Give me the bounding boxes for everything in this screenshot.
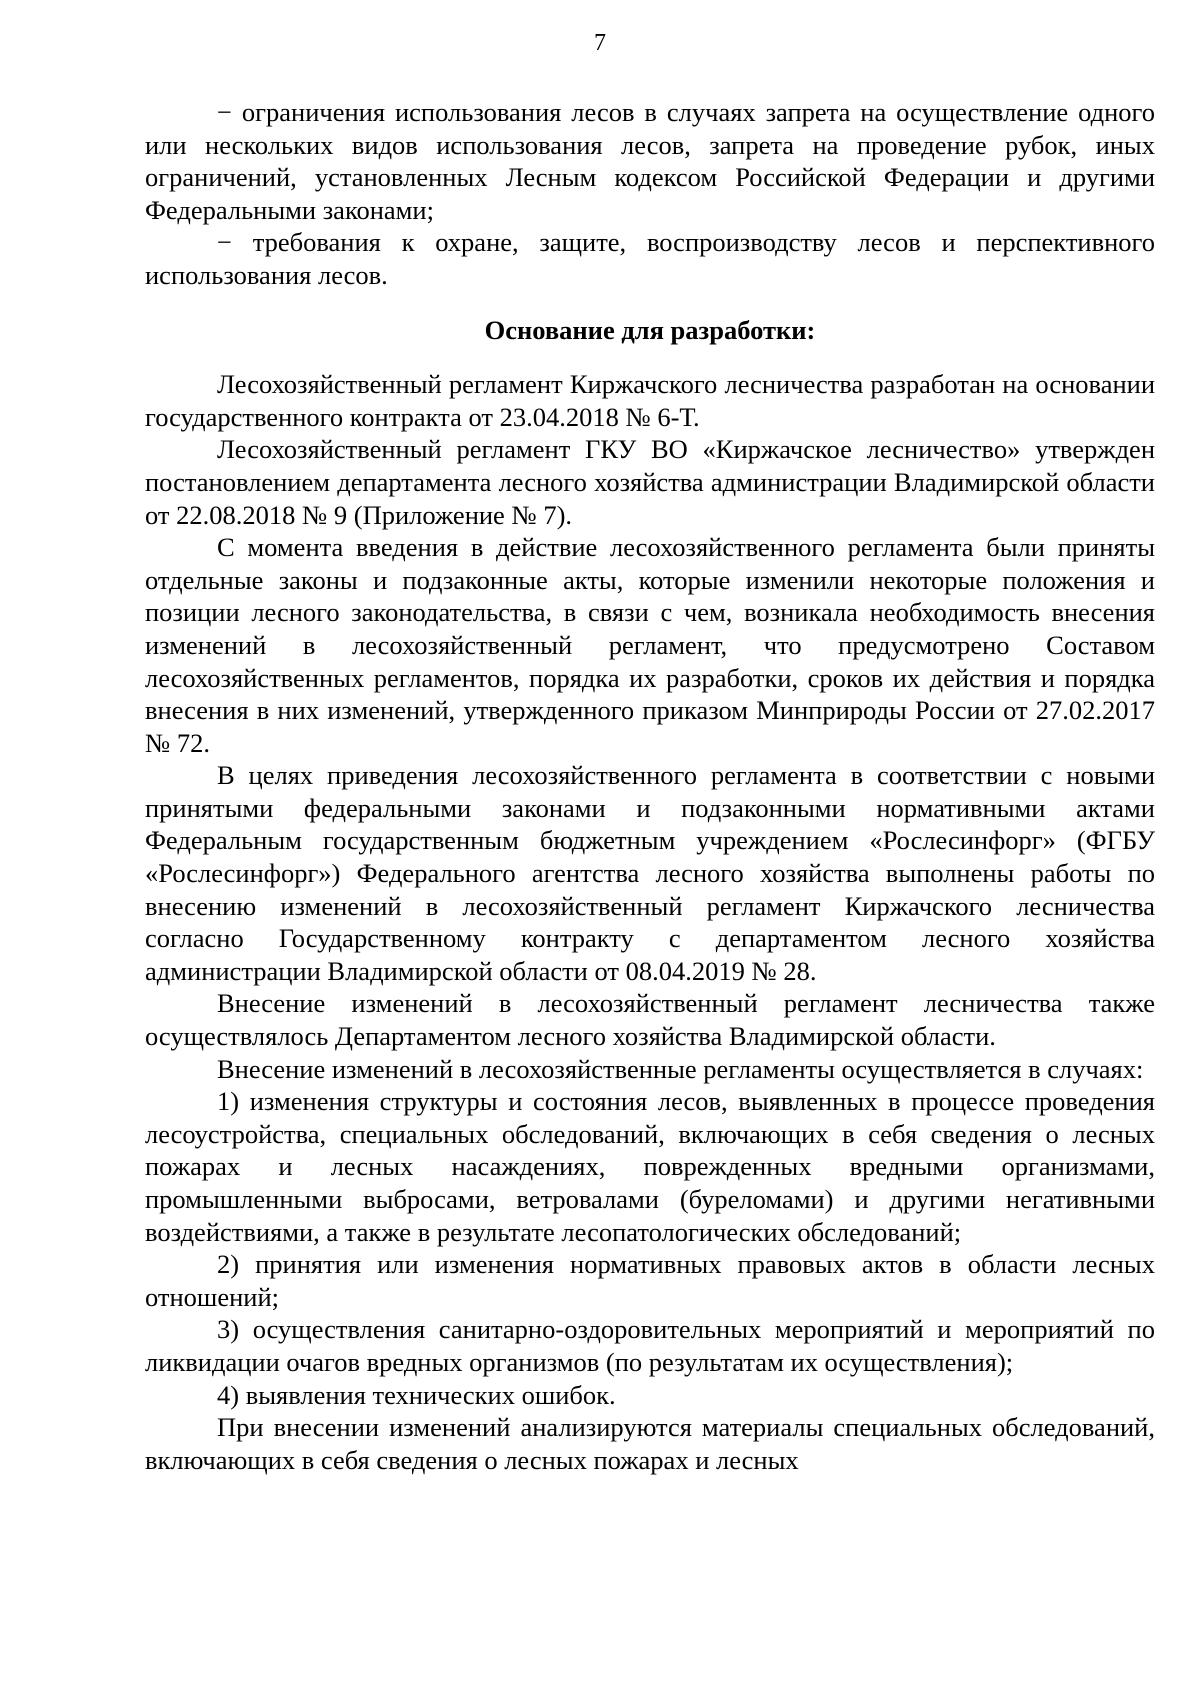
document-body: [145, 96, 1155, 1476]
list-item-4: 4) выявления технических ошибок.: [217, 1379, 616, 1410]
paragraph-basis: Лесохозяйственный регламент Киржачского лесничества разработан на основании государственного контракта от 23.04.2018 № 6-Т.: [145, 369, 1155, 432]
paragraph-analysis: При внесении изменений анализируются материалы специальных обследований, включающих в себя сведения о лесных пожарах и лесных: [145, 1412, 1155, 1475]
paragraph-legislation-changes: С момента введения в действие лесохозяйственного регламента были приняты отдельные законы и подзаконные акты, которые изменили некоторые положения и позиции лесного законодательства, в связи с чем, возникала необходимость внесения изменений в лесохозяйственный регламент, что предусмотрено Составом лесохозяйственных регламентов, порядка их разработки, сроков их действия и порядка внесения в них изменений, утвержденного приказом Минприроды России от 27.02.2017 № 72.: [145, 532, 1155, 758]
list-item-2: 2) принятия или изменения нормативных правовых актов в области лесных отношений;: [145, 1249, 1155, 1312]
section-heading: Основание для разработки:: [484, 314, 816, 345]
paragraph-approval: Лесохозяйственный регламент ГКУ ВО «Киржачское лесничество» утвержден постановлением департамента лесного хозяйства администрации Владимирской области от 22.08.2018 № 9 (Приложение № 7).: [145, 434, 1155, 530]
paragraph-cases-intro: Внесение изменений в лесохозяйственные регламенты осуществляется в случаях:: [217, 1053, 1144, 1084]
paragraph-work-performed: В целях приведения лесохозяйственного регламента в соответствии с новыми принятыми федеральными законами и подзаконными нормативными актами Федеральным государственным бюджетным учреждением «Рослесинфорг» (ФГБУ «Рослесинфорг») Федерального агентства лесного хозяйства выполнены работы по внесению изменений в лесохозяйственный регламент Киржачского лесничества согласно Государственному контракту с департаментом лесного хозяйства администрации Владимирской области от 08.04.2019 № 28.: [145, 760, 1155, 986]
paragraph-requirements: − требования к охране, защите, воспроизводству лесов и перспективного использования лесов.: [145, 227, 1155, 290]
page-number: 7: [594, 30, 606, 56]
paragraph-restrictions: − ограничения использования лесов в случаях запрета на осуществление одного или нескольких видов использования лесов, запрета на проведение рубок, иных ограничений, установленных Лесным кодексом Российской Федерации и другими Федеральными законами;: [145, 97, 1155, 225]
list-item-1: 1) изменения структуры и состояния лесов, выявленных в процессе проведения лесоустройства, специальных обследований, включающих в себя сведения о лесных пожарах и лесных насаждениях, поврежденных вредными организмами, промышленными выбросами, ветровалами (буреломами) и другими негативными воздействиями, а также в результате лесопатологических обследований;: [145, 1086, 1155, 1247]
paragraph-department: Внесение изменений в лесохозяйственный регламент лесничества также осуществлялось Департаментом лесного хозяйства Владимирской области.: [145, 988, 1155, 1052]
list-item-3: 3) осуществления санитарно-оздоровительных мероприятий и мероприятий по ликвидации очагов вредных организмов (по результатам их осуществления);: [145, 1314, 1155, 1377]
